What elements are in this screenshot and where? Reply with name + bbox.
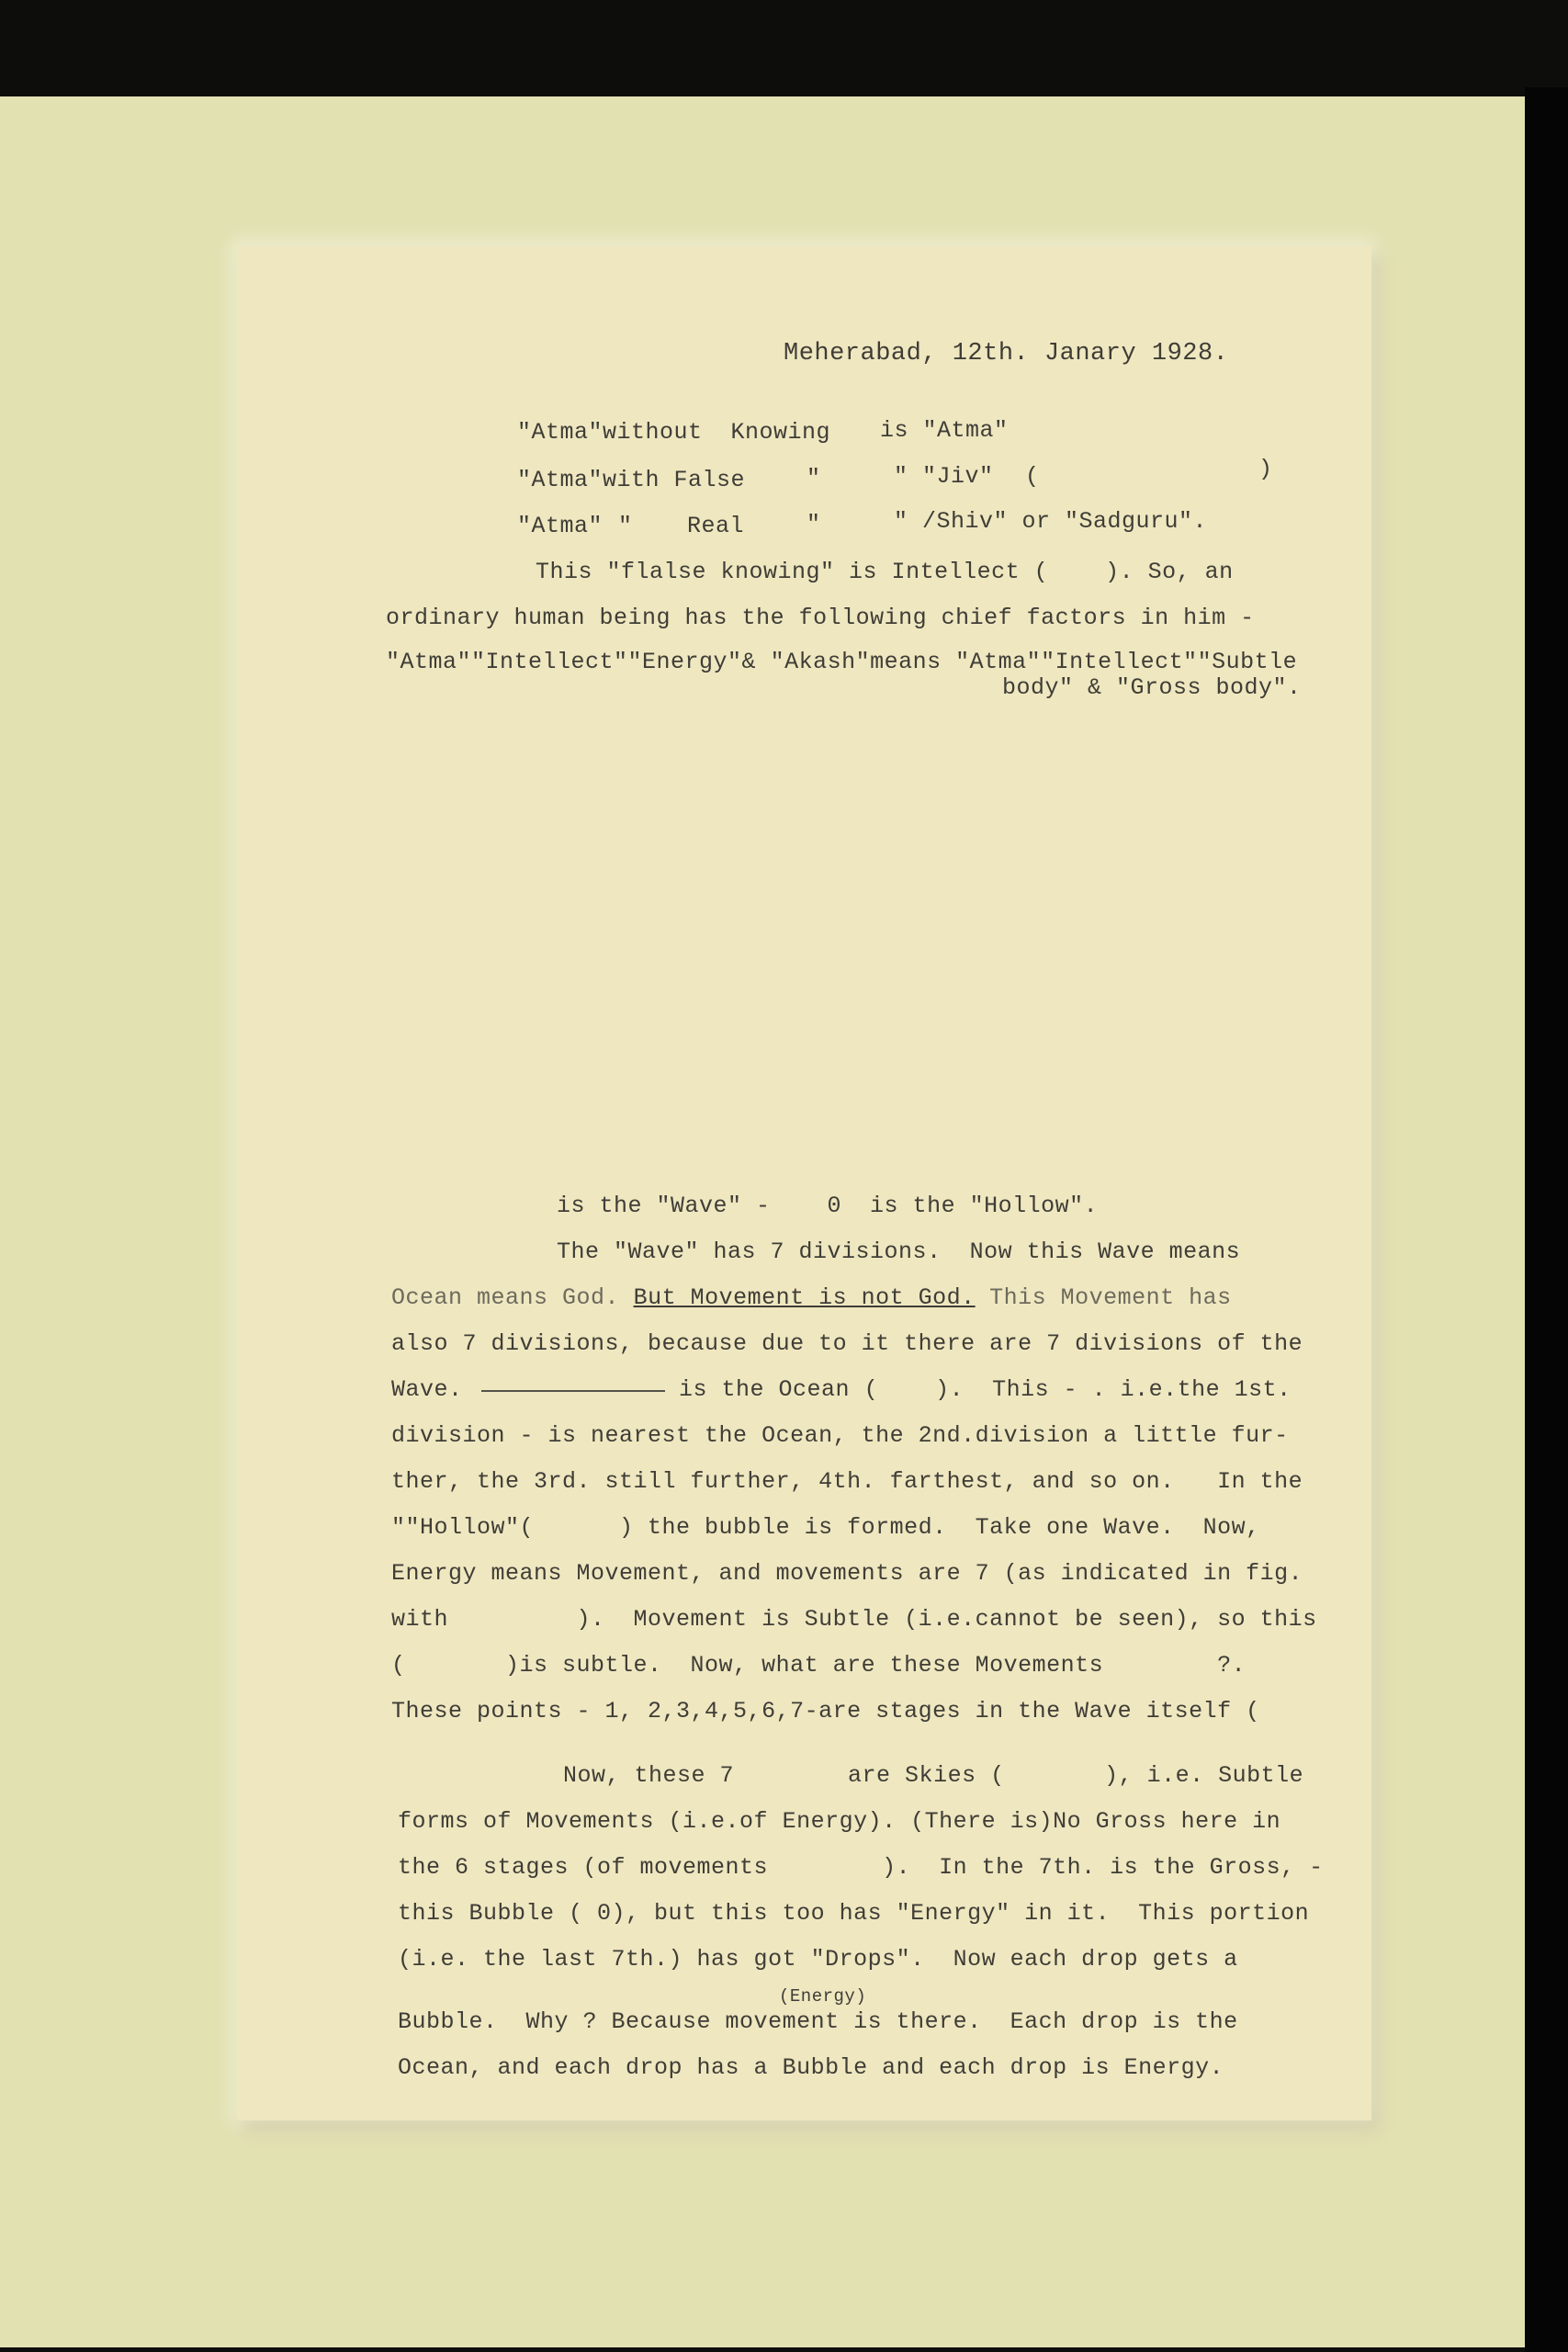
table-row1-col2: is "Atma" — [880, 417, 1009, 444]
para1-line3: "Atma""Intellect""Energy"& "Akash"means "Atma""Intellect""Subtle — [386, 649, 1298, 675]
board-shadow-edge — [1525, 87, 1568, 2352]
table-row2-ditto1: " — [807, 465, 821, 492]
table-row3-col2: Real — [687, 513, 745, 539]
para2-line5a: Wave. — [391, 1376, 463, 1403]
para1-line2: ordinary human being has the following chief factors in him - — [386, 605, 1255, 631]
document-heading: Meherabad, 12th. Janary 1928. — [784, 340, 1229, 368]
table-row2-paren-open: ( — [1025, 463, 1040, 490]
para2-line1: is the "Wave" - 0 is the "Hollow". — [557, 1193, 1099, 1219]
para2-line8: ""Hollow"( ) the bubble is formed. Take one Wave. Now, — [391, 1514, 1260, 1541]
para2-line3 — [391, 1284, 1232, 1312]
para3-line3: the 6 stages (of movements ). In the 7th. is the Gross, - — [398, 1854, 1324, 1881]
para3-line2: forms of Movements (i.e.of Energy). (There is)No Gross here in — [398, 1808, 1281, 1835]
para1-line4: body" & "Gross body". — [1002, 674, 1302, 701]
para2-line3a: Ocean means God. — [391, 1284, 620, 1311]
para2-line12: These points - 1, 2,3,4,5,6,7-are stages in the Wave itself ( — [391, 1698, 1260, 1724]
para3-interlinear-note: (Energy) — [779, 1986, 867, 2007]
table-row2-col1: "Atma"with False — [517, 467, 746, 493]
para2-line10: with ). Movement is Subtle (i.e.cannot be seen), so this — [391, 1606, 1317, 1633]
para2-line2: The "Wave" has 7 divisions. Now this Wave means — [557, 1238, 1241, 1265]
table-row3-col1: "Atma" — [517, 513, 604, 539]
para1-line1: This "flalse knowing" is Intellect ( ). So, an — [536, 559, 1234, 585]
para2-line3b: This Movement has — [989, 1284, 1232, 1311]
blank-underline — [481, 1386, 665, 1392]
para2-line6: division - is nearest the Ocean, the 2nd.division a little fur- — [391, 1422, 1289, 1449]
para3-line5: (i.e. the last 7th.) has got "Drops". Now each drop gets a — [398, 1946, 1238, 1973]
para2-line7: ther, the 3rd. still further, 4th. farthest, and so on. In the — [391, 1468, 1303, 1495]
para3-line6: Bubble. Why ? Because movement is there. Each drop is the — [398, 2008, 1238, 2035]
table-row3-ditto2: " — [807, 511, 821, 537]
table-row2-paren-close: ) — [1258, 456, 1273, 482]
para2-line5b: is the Ocean ( ). This - . i.e.the 1st. — [679, 1376, 1292, 1403]
typewritten-page — [237, 246, 1371, 2120]
para3-line4: this Bubble ( 0), but this too has "Energy" in it. This portion — [398, 1900, 1310, 1927]
para2-line11: ( )is subtle. Now, what are these Movements ?. — [391, 1652, 1247, 1679]
para2-line4: also 7 divisions, because due to it there are 7 divisions of the — [391, 1330, 1303, 1357]
para3-line1: Now, these 7 are Skies ( ), i.e. Subtle — [563, 1762, 1304, 1789]
para2-line9: Energy means Movement, and movements are 7 (as indicated in fig. — [391, 1560, 1303, 1587]
para3-line7: Ocean, and each drop has a Bubble and each drop is Energy. — [398, 2054, 1224, 2081]
table-row3-ditto1: " — [618, 513, 633, 539]
para2-line3-underlined: But Movement is not God. — [633, 1284, 976, 1311]
table-row2-col3: " "Jiv" — [894, 463, 994, 490]
para2-line5 — [391, 1376, 1292, 1404]
table-row1-col1: "Atma"without Knowing — [517, 419, 831, 446]
table-row3-col3: " /Shiv" or "Sadguru". — [894, 508, 1208, 535]
